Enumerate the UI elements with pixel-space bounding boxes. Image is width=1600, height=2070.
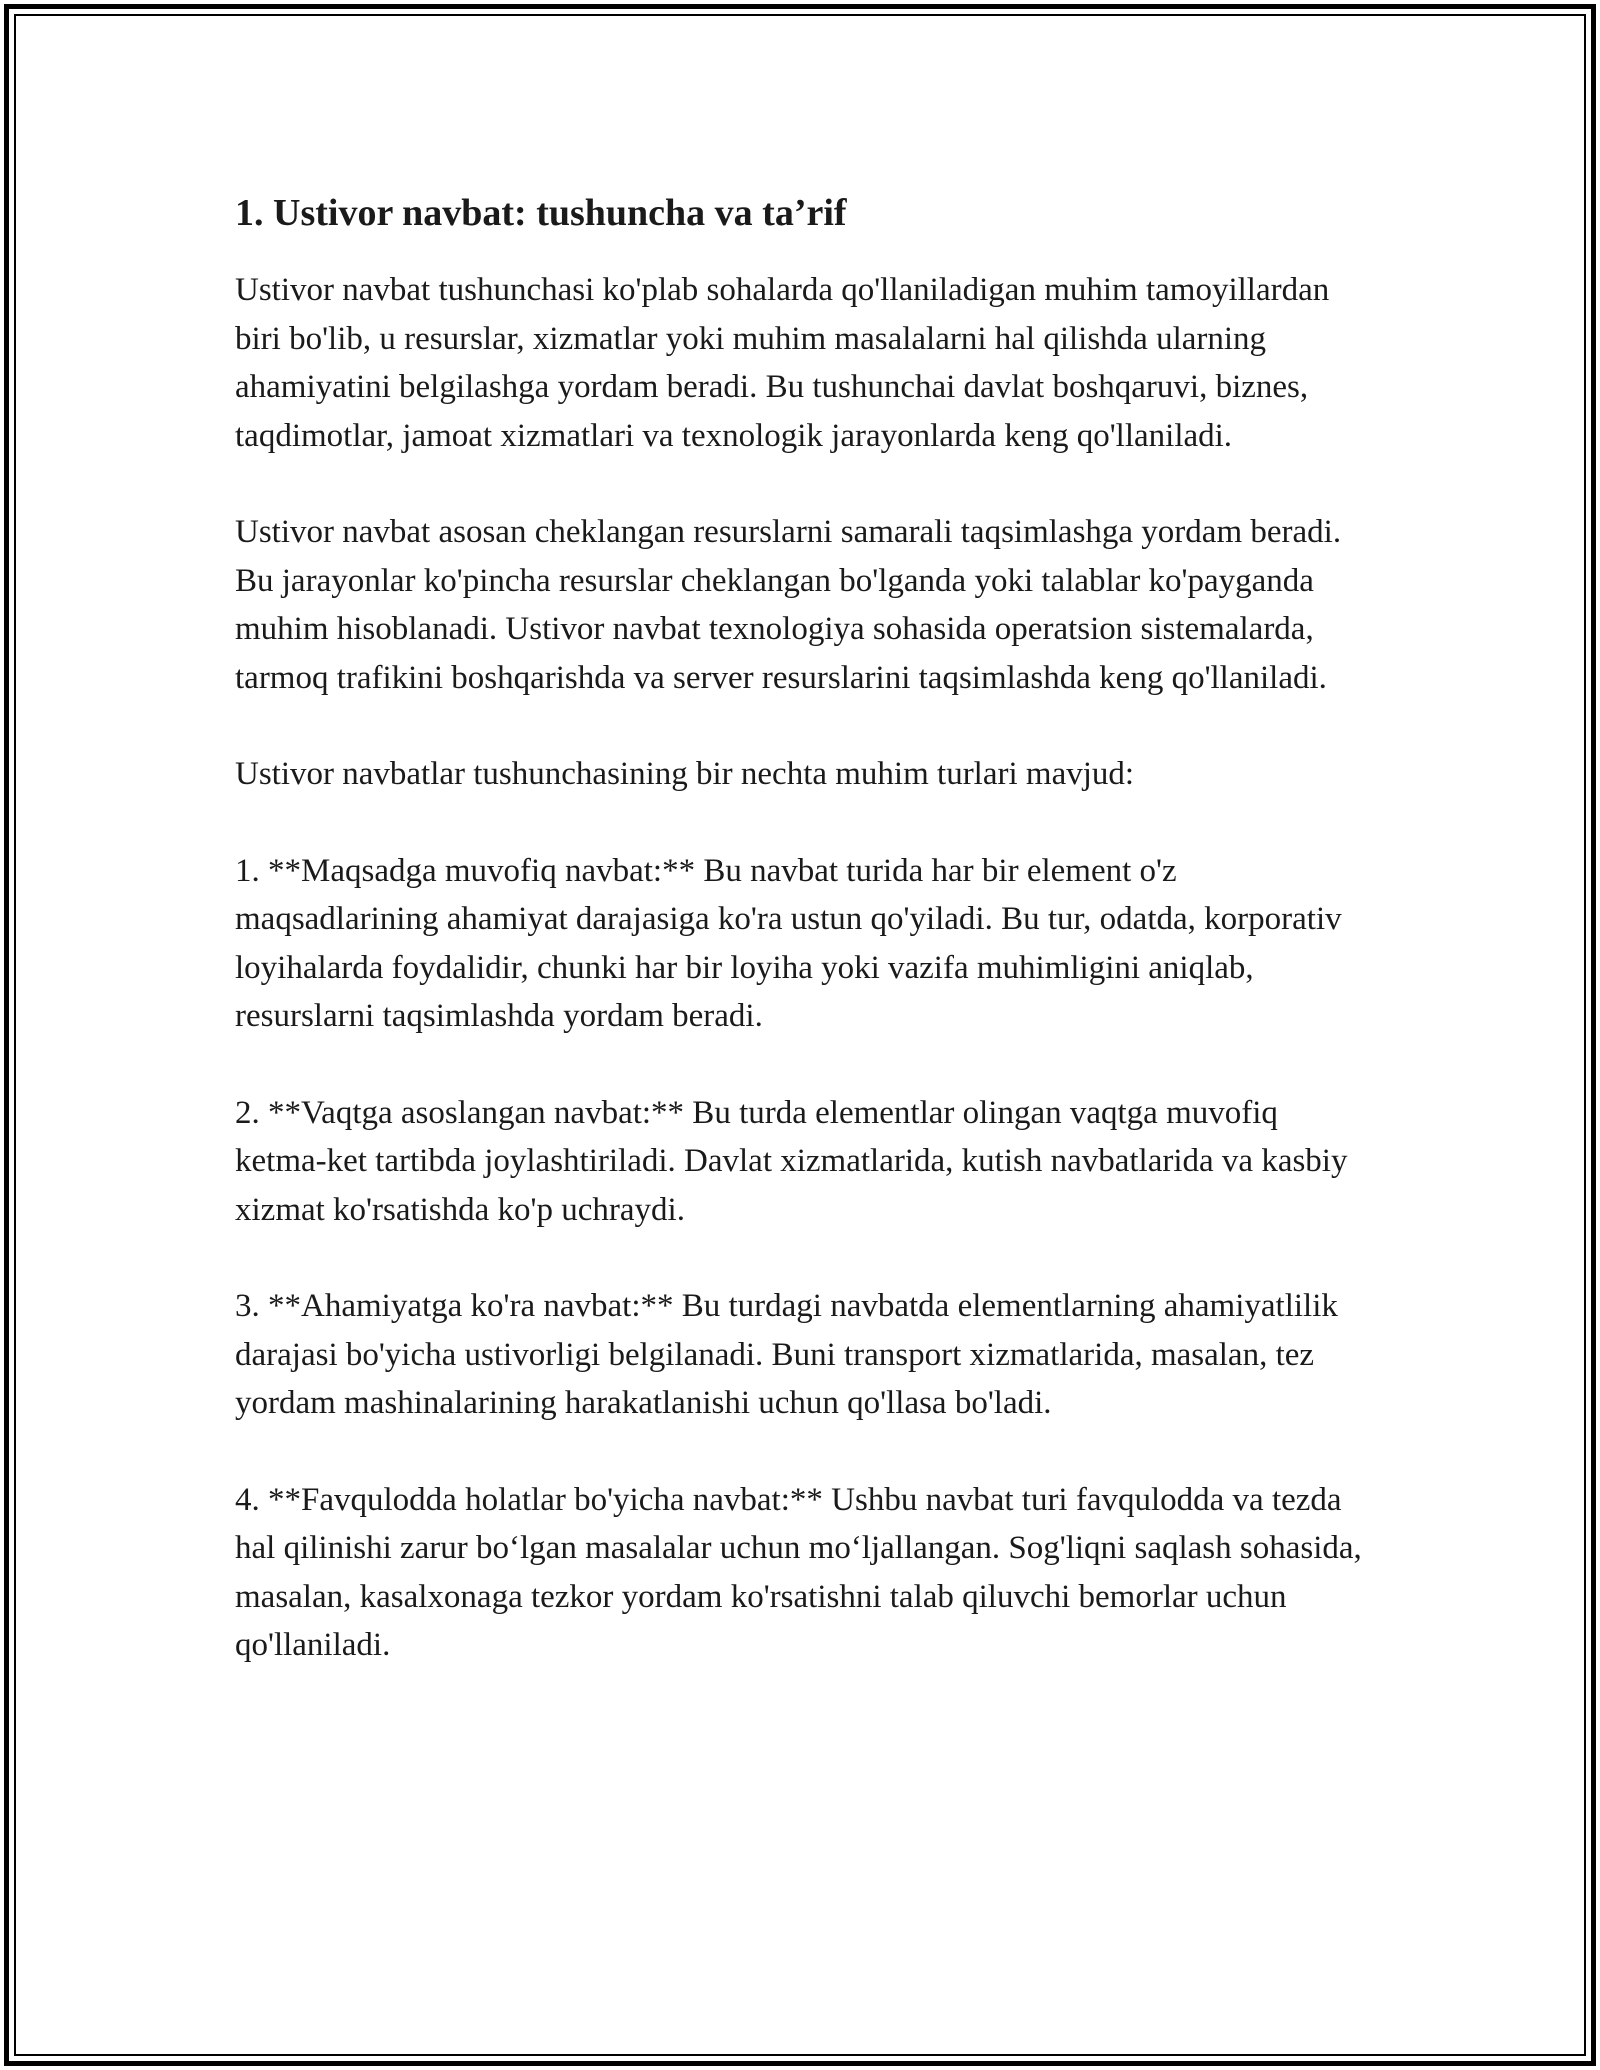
section-heading: 1. Ustivor navbat: tushuncha va ta’rif (235, 192, 847, 234)
list-item-goal-queue: 1. **Maqsadga muvofiq navbat:** Bu navbat turida har bir element o'z maqsadlarining ahamiyat darajasiga ko'ra ustun qo'yiladi. Bu tur, odatda, korporativ loyihalarda foydalidir, chunki har bir loyiha yoki vazifa muhimligini aniqlab, resurslarni taqsimlashda yordam beradi. (235, 852, 1342, 1034)
document-body (235, 188, 1375, 1670)
paragraph-resources: Ustivor navbat asosan cheklangan resurslarni samarali taqsimlashga yordam beradi. Bu jarayonlar ko'pincha resurslar cheklangan bo'lganda yoki talablar ko'payganda muhim hisoblanadi. Ustivor navbat texnologiya sohasida operatsion sistemalarda, tarmoq trafikini boshqarishda va server resurslarini taqsimlashda keng qo'llaniladi. (235, 514, 1342, 696)
list-item-emergency-queue: 4. **Favqulodda holatlar bo'yicha navbat:** Ushbu navbat turi favqulodda va tezda hal qilinishi zarur bo‘lgan masalalar uchun mo‘ljallangan. Sog'liqni saqlash sohasida, masalan, kasalxonaga tezkor yordam ko'rsatishni talab qiluvchi bemorlar uchun qo'llaniladi. (235, 1481, 1362, 1663)
paragraph-intro: Ustivor navbat tushunchasi ko'plab sohalarda qo'llaniladigan muhim tamoyillardan biri bo'lib, u resurslar, xizmatlar yoki muhim masalalarni hal qilishda ularning ahamiyatini belgilashga yordam beradi. Bu tushunchai davlat boshqaruvi, biznes, taqdimotlar, jamoat xizmatlari va texnologik jarayonlarda keng qo'llaniladi. (235, 272, 1330, 454)
list-item-importance-queue: 3. **Ahamiyatga ko'ra navbat:** Bu turdagi navbatda elementlarning ahamiyatlilik darajasi bo'yicha ustivorligi belgilanadi. Buni transport xizmatlarida, masalan, tez yordam mashinalarining harakatlanishi uchun qo'llasa bo'ladi. (235, 1288, 1338, 1421)
list-item-time-queue: 2. **Vaqtga asoslangan navbat:** Bu turda elementlar olingan vaqtga muvofiq ketma-ket tartibda joylashtiriladi. Davlat xizmatlarida, kutish navbatlarida va kasbiy xizmat ko'rsatishda ko'p uchraydi. (235, 1094, 1348, 1228)
paragraph-types-intro: Ustivor navbatlar tushunchasining bir nechta muhim turlari mavjud: (235, 756, 1135, 792)
